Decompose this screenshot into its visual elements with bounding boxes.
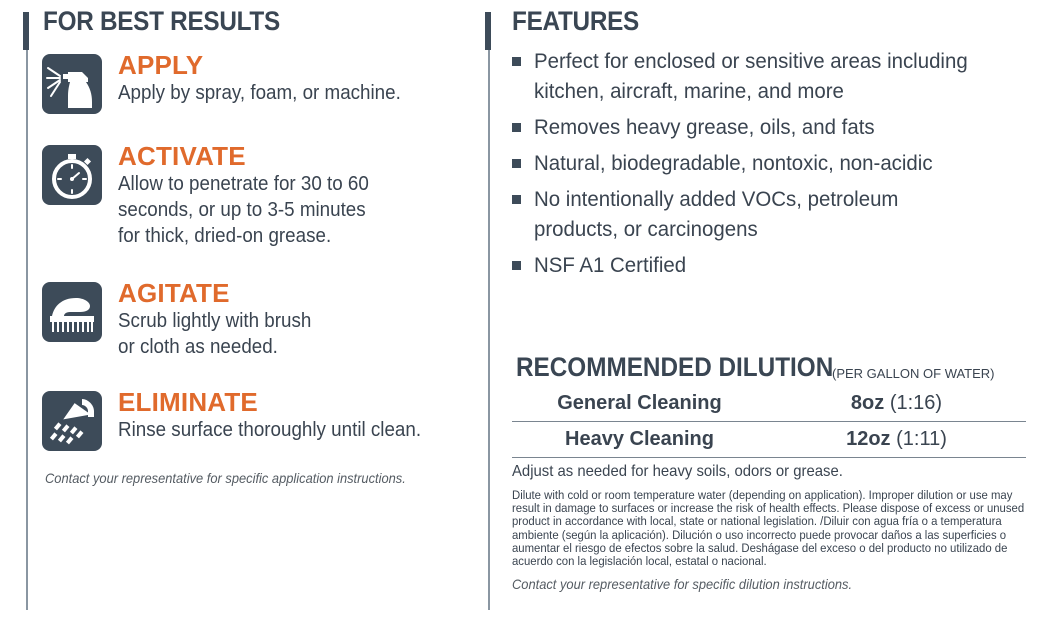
feature-item bbox=[510, 46, 1030, 106]
dilution-oz: 8oz bbox=[850, 392, 885, 414]
step-description: Apply by spray, foam, or machine. bbox=[118, 82, 401, 104]
dilution-label: General Cleaning bbox=[557, 392, 722, 414]
step-description: Scrub lightly with brush or cloth as needed. bbox=[118, 310, 312, 358]
dilution-title-block bbox=[516, 352, 995, 383]
dilution-amount bbox=[767, 428, 1026, 451]
dilution-row bbox=[512, 386, 1026, 422]
dilution-ratio: (1:11) bbox=[896, 428, 947, 450]
feature-text: No intentionally added VOCs, petroleum products, or carcinogens bbox=[534, 187, 899, 241]
feature-item bbox=[510, 184, 1030, 244]
dilution-fine-print: Dilute with cold or room temperature water (depending on application). Improper dilution or use may result in damage to surfaces or increase the risk of health effects. Please dispose of excess or unused product in accordance with local, state or national legislation. /Diluir con agua fría o a temperatura ambiente (según la aplicación). Dilución o uso incorrecto puede provocar daños a las superficies o aumentar el riesgo de efectos sobre la salud. Deshágase del exceso o del producto no utilizado de acuerdo con la legislación local, estatal o nacional. bbox=[512, 488, 1025, 569]
feature-item bbox=[510, 112, 1030, 142]
feature-text: Perfect for enclosed or sensitive areas including kitchen, aircraft, marine, and more bbox=[534, 49, 968, 103]
bullet-square bbox=[512, 123, 521, 132]
bullet-square bbox=[512, 57, 521, 66]
dilution-table bbox=[512, 386, 1026, 458]
application-note: Contact your representative for specific application instructions. bbox=[45, 470, 406, 486]
dilution-title: RECOMMENDED DILUTION bbox=[516, 352, 834, 382]
bullet-square bbox=[512, 195, 521, 204]
bullet-square bbox=[512, 261, 521, 270]
step-description: Rinse surface thoroughly until clean. bbox=[118, 419, 422, 441]
dilution-adjust-note: Adjust as needed for heavy soils, odors or grease. bbox=[512, 463, 843, 480]
feature-text: Removes heavy grease, oils, and fats bbox=[534, 115, 875, 139]
dilution-subtitle: (PER GALLON OF WATER) bbox=[832, 366, 995, 381]
dilution-row bbox=[512, 422, 1026, 458]
step-heading: APPLY bbox=[118, 50, 204, 80]
dilution-note: Contact your representative for specific dilution instructions. bbox=[512, 576, 853, 592]
middle-divider-accent bbox=[485, 12, 491, 50]
features-list bbox=[510, 46, 1030, 286]
best-results-title: FOR BEST RESULTS bbox=[43, 6, 280, 36]
dilution-ratio: (1:16) bbox=[889, 392, 943, 414]
dilution-label: Heavy Cleaning bbox=[565, 428, 714, 450]
middle-divider bbox=[488, 12, 490, 610]
step-heading: ELIMINATE bbox=[118, 387, 258, 417]
step-description: Allow to penetrate for 30 to 60 seconds, or up to 3-5 minutes for thick, dried-on grease. bbox=[118, 173, 369, 247]
feature-item bbox=[510, 148, 1030, 178]
step-heading: ACTIVATE bbox=[118, 141, 246, 171]
spray-bottle-icon bbox=[42, 54, 102, 114]
shower-head-icon bbox=[42, 391, 102, 451]
feature-text: Natural, biodegradable, nontoxic, non-acidic bbox=[534, 151, 933, 175]
feature-item bbox=[510, 250, 1030, 280]
step-heading: AGITATE bbox=[118, 278, 230, 308]
features-title: FEATURES bbox=[512, 6, 639, 36]
feature-text: NSF A1 Certified bbox=[534, 253, 687, 277]
scrub-brush-icon bbox=[42, 282, 102, 342]
bullet-square bbox=[512, 159, 521, 168]
dilution-amount bbox=[767, 392, 1026, 415]
left-divider bbox=[26, 12, 28, 610]
stopwatch-icon bbox=[42, 145, 102, 205]
dilution-oz: 12oz bbox=[846, 428, 891, 450]
left-divider-accent bbox=[23, 12, 29, 50]
